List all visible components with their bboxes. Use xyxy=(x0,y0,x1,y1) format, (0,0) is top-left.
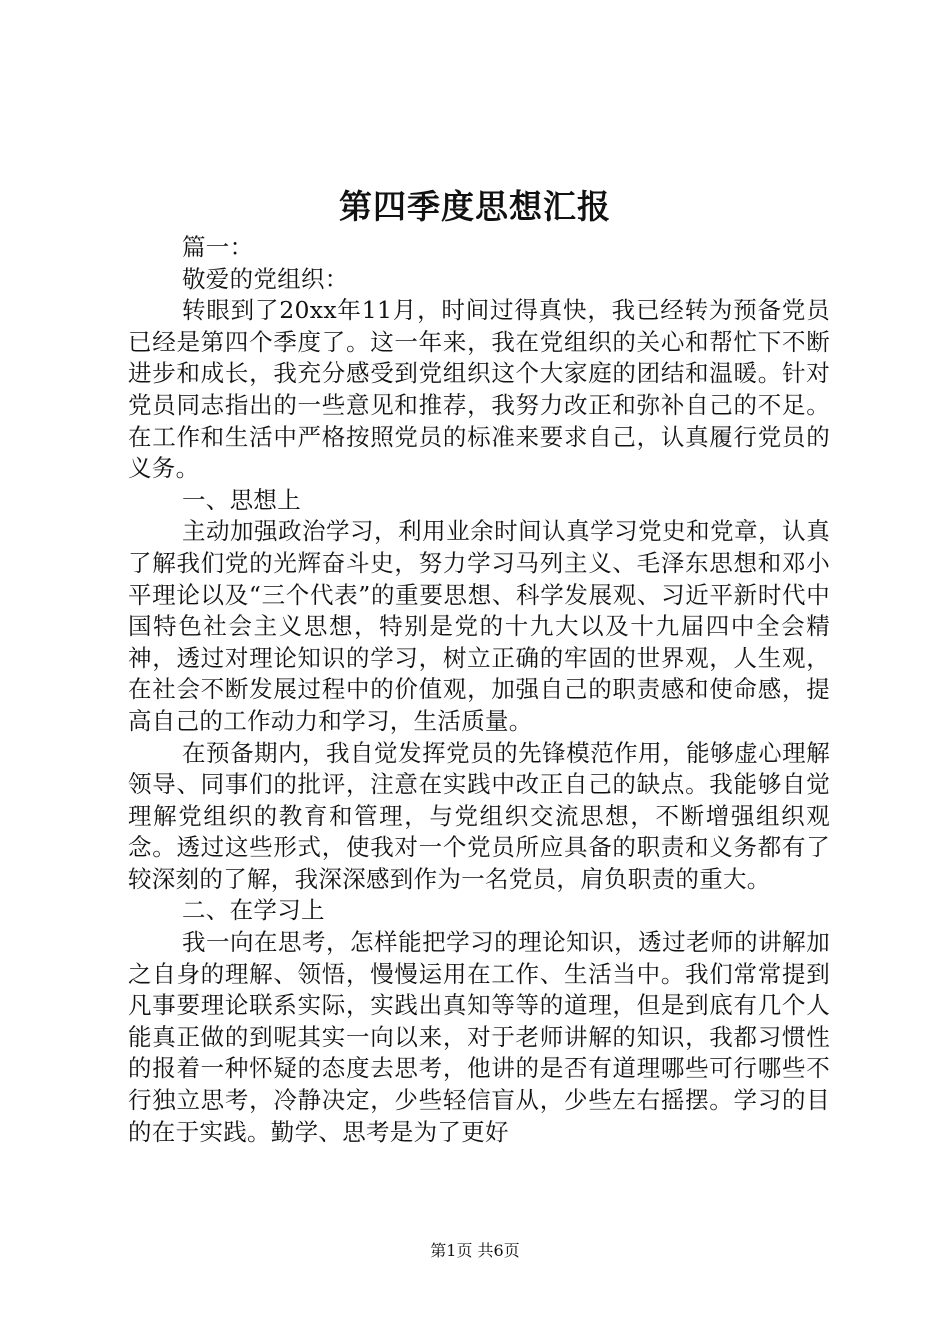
document-title: 第四季度思想汇报 xyxy=(339,187,611,226)
section-heading-study: 二、在学习上 xyxy=(182,896,325,925)
paragraph-heading-part-one: 篇一： xyxy=(182,233,254,261)
paragraph-political-study: 主动加强政治学习，利用业余时间认真学习党史和党章，认真了解我们党的光辉奋斗史，努力学习马列主义、毛泽东思想和邓小平理论以及“三个代表”的重要思想、科学发展观、习近平新时代中国特色社会主义思想，特别是党的十九大以及十九届四中全会精神，透过对理论知识的学习，树立正确的牢固的世界观，人生观，在社会不断发展过程中的价值观，加强自己的职责感和使命感，提高自己的工作动力和学习，生活质量。 xyxy=(128,517,830,735)
paragraph-probation-period: 在预备期内，我自觉发挥党员的先锋模范作用，能够虚心理解领导、同事们的批评，注意在实践中改正自己的缺点。我能够自觉理解党组织的教育和管理，与党组织交流思想，不断增强组织观念。透过这些形式，使我对一个党员所应具备的职责和义务都有了较深刻的了解，我深深感到作为一名党员，肩负职责的重大。 xyxy=(128,738,830,893)
page-footer: 第1页 共6页 xyxy=(430,1241,520,1260)
section-heading-thought: 一、思想上 xyxy=(182,485,301,514)
document-body xyxy=(128,232,830,1148)
paragraph-intro: 转眼到了20xx年11月，时间过得真快，我已经转为预备党员已经是第四个季度了。这一年来，我在党组织的关心和帮忙下不断进步和成长，我充分感受到党组织这个大家庭的团结和温暖。针对党员同志指出的一些意见和推荐，我努力改正和弥补自己的不足。在工作和生活中严格按照党员的标准来要求自己，认真履行党员的义务。 xyxy=(128,296,830,483)
paragraph-study-reflection: 我一向在思考，怎样能把学习的理论知识，透过老师的讲解加之自身的理解、领悟，慢慢运用在工作、生活当中。我们常常提到凡事要理论联系实际，实践出真知等等的道理，但是到底有几个人能真正做的到呢其实一向以来，对于老师讲解的知识，我都习惯性的报着一种怀疑的态度去思考，他讲的是否有道理哪些可行哪些不行独立思考，冷静决定，少些轻信盲从，少些左右摇摆。学习的目的在于实践。勤学、思考是为了更好 xyxy=(128,928,830,1146)
paragraph-salutation: 敬爱的党组织： xyxy=(182,264,349,293)
